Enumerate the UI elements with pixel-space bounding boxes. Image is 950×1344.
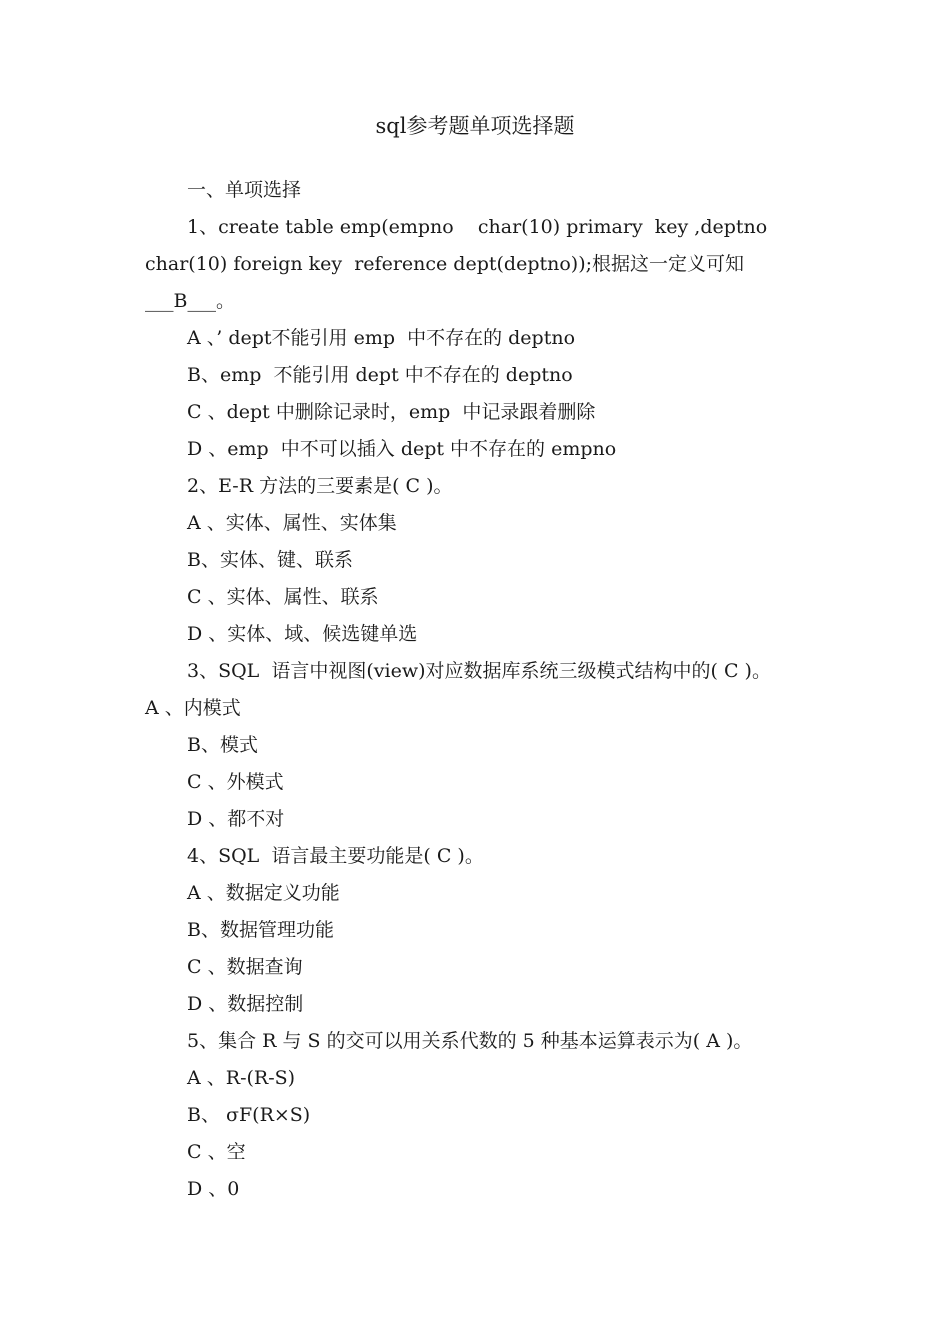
question-2-option-c: C 、实体、属性、联系 [187, 586, 379, 608]
question-1-option-a: A 、’ dept不能引用 emp 中不存在的 deptno [187, 327, 576, 349]
question-1-option-d: D 、emp 中不可以插入 dept 中不存在的 empno [187, 438, 617, 460]
question-2-stem: 2、E-R 方法的三要素是( C )。 [187, 475, 453, 497]
question-5-option-d: D 、0 [187, 1178, 240, 1200]
question-4-option-b: B、数据管理功能 [187, 919, 334, 941]
question-2-option-a: A 、实体、属性、实体集 [187, 512, 397, 534]
question-4-option-a: A 、数据定义功能 [187, 882, 340, 904]
question-3-option-b: B、模式 [187, 734, 258, 756]
question-1-option-b: B、emp 不能引用 dept 中不存在的 deptno [187, 364, 573, 386]
question-1-line-2: char(10) foreign key reference dept(deptno));根据这一定义可知 [145, 253, 745, 275]
question-4-option-d: D 、数据控制 [187, 993, 304, 1015]
question-5-option-c: C 、空 [187, 1141, 246, 1163]
section-heading: 一、单项选择 [187, 179, 302, 201]
question-3-option-d: D 、都不对 [187, 808, 285, 830]
question-2-option-b: B、实体、键、联系 [187, 549, 353, 571]
question-5-option-a: A 、R-(R-S) [187, 1067, 296, 1089]
question-2-option-d: D 、实体、域、候选键单选 [187, 623, 418, 645]
question-4-stem: 4、SQL 语言最主要功能是( C )。 [187, 845, 484, 867]
question-3-stem: 3、SQL 语言中视图(view)对应数据库系统三级模式结构中的( C )。 [187, 660, 771, 682]
question-1-line-3: ___B___。 [145, 290, 235, 312]
question-4-option-c: C 、数据查询 [187, 956, 303, 978]
question-5-stem: 5、集合 R 与 S 的交可以用关系代数的 5 种基本运算表示为( A )。 [187, 1030, 753, 1052]
page-title: sql参考题单项选择题 [375, 114, 575, 138]
question-3-option-a: A 、内模式 [145, 697, 241, 719]
question-3-option-c: C 、外模式 [187, 771, 284, 793]
question-5-option-b: B、 σF(R×S) [187, 1104, 311, 1126]
question-1-option-c: C 、dept 中删除记录时，emp 中记录跟着删除 [187, 401, 596, 423]
question-1-line-1: 1、create table emp(empno char(10) primary key ,deptno [187, 216, 768, 238]
